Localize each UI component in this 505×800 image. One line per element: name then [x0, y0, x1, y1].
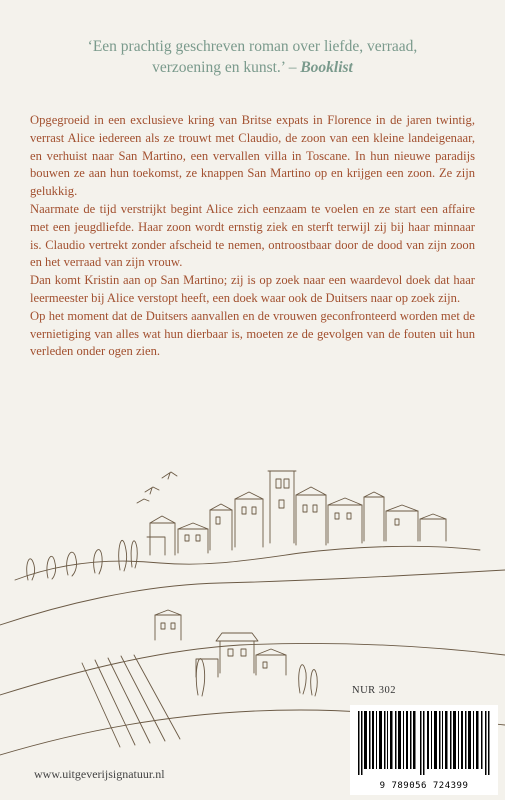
- blurb-paragraph-3: Dan komt Kristin aan op San Martino; zij is op zoek naar een waardevol doek dat haar leermeester bij Alice verstopt heeft, een doek waar ook de Duitsers naar op zoek zijn.: [30, 273, 475, 305]
- isbn-barcode: [350, 705, 498, 795]
- quote-line-1: ‘Een prachtig geschreven roman over liefde, verraad,: [87, 38, 418, 55]
- blurb-paragraph-1: Opgegroeid in een exclusieve kring van Britse expats in Florence in de jaren twintig, verrast Alice iedereen als ze trouwt met Claudio, de zoon van een kleine landeigenaar, en verhuist naar San Martino, een vervallen villa in Toscane. In hun nieuwe paradijs bouwen ze aan hun toekomst, ze knappen San Martino op en krijgen een zoon. Ze zijn gelukkig.: [30, 113, 475, 199]
- barcode-number: 9 789056 724399: [379, 781, 469, 791]
- review-quote: [20, 36, 485, 78]
- barcode-bars: [358, 711, 490, 775]
- quote-source: Booklist: [300, 59, 353, 76]
- back-cover-blurb: [30, 112, 475, 361]
- quote-line-2: verzoening en kunst.’ –: [152, 59, 301, 76]
- publisher-website: www.uitgeverijsignatuur.nl: [34, 767, 165, 781]
- nur-code: NUR 302: [352, 685, 397, 696]
- blurb-paragraph-4: Op het moment dat de Duitsers aanvallen en de vrouwen geconfronteerd worden met de vernietiging van alles wat hun dierbaar is, moeten ze de gevolgen van de fouten uit hun verleden onder ogen zien.: [30, 308, 475, 359]
- blurb-paragraph-2: Naarmate de tijd verstrijkt begint Alice zich eenzaam te voelen en ze start een affaire met een jeugdliefde. Haar zoon wordt ernstig ziek en sterft terwijl zij bij haar minnaar is. Claudio vertrekt zonder afscheid te nemen, ontroostbaar door de dood van zijn zoon en het verraad van zijn vrouw.: [30, 201, 475, 270]
